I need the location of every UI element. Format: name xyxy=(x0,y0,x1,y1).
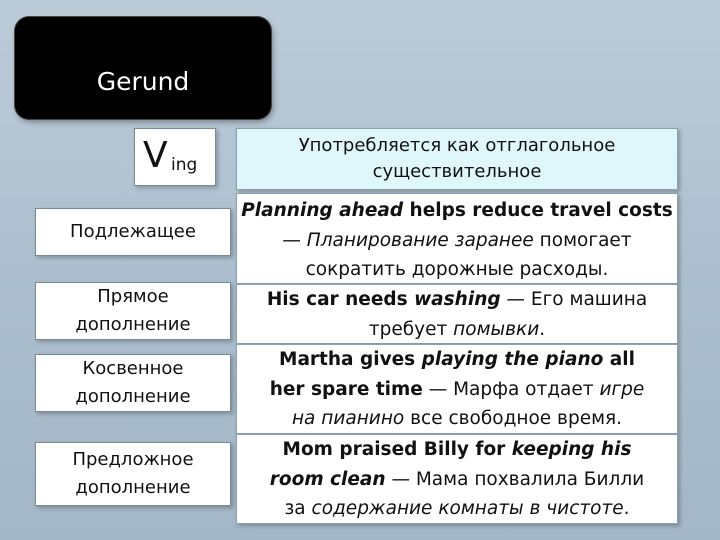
example-indirect-object xyxy=(236,344,678,434)
example-ru-text: Мама похвалила Билли за xyxy=(284,468,645,519)
function-direct-object xyxy=(35,282,231,340)
description-text: Употребляется как отглагольное существительное xyxy=(298,135,616,182)
function-prepositional-object xyxy=(35,442,231,506)
example-dash: — xyxy=(385,468,416,490)
example-ru-end: . xyxy=(623,498,630,519)
title-box xyxy=(15,17,271,119)
page-title: Gerund xyxy=(96,67,190,96)
example-dash: — xyxy=(282,229,307,251)
example-ru-end: все свободное время. xyxy=(404,408,623,429)
example-ru-italic: игре на пианино xyxy=(291,378,645,429)
example-en-end: all her spare time xyxy=(269,349,635,400)
example-dash: — xyxy=(500,289,531,310)
example-direct-object xyxy=(236,284,678,344)
example-ru-text: помогает сократить дорожные расходы. xyxy=(305,229,632,280)
function-label: Предложное дополнение xyxy=(72,449,194,498)
example-ru-end: . xyxy=(539,318,546,340)
example-ru-italic: Планирование заранее xyxy=(306,229,534,251)
example-prepositional-object xyxy=(236,434,678,524)
example-ru-text: Его машина требует xyxy=(368,289,648,340)
example-subject xyxy=(236,193,678,284)
example-ru-italic: помывки xyxy=(453,318,540,340)
ving-ing: ing xyxy=(171,155,198,175)
example-en-text: His car needs xyxy=(266,289,415,310)
ving-v: V xyxy=(143,135,168,176)
function-indirect-object xyxy=(35,354,231,412)
example-dash: — xyxy=(422,378,454,400)
example-en-italic: playing the piano xyxy=(421,349,604,370)
function-label: Подлежащее xyxy=(70,221,196,242)
example-ru-text: Марфа отдает xyxy=(453,378,600,400)
example-en-text: helps reduce travel costs xyxy=(403,200,673,221)
description-box xyxy=(236,128,678,190)
example-en-text: Mom praised Billy for xyxy=(282,439,512,460)
function-label: Косвенное дополнение xyxy=(75,358,191,407)
example-ru-italic: содержание комнаты в чистоте xyxy=(311,498,624,519)
example-en-text: Martha gives xyxy=(279,349,422,370)
function-subject xyxy=(35,208,231,256)
function-label: Прямое дополнение xyxy=(75,286,191,335)
example-en-italic: Planning ahead xyxy=(241,200,404,221)
example-en-italic: keeping his room clean xyxy=(269,439,632,490)
example-en-italic: washing xyxy=(414,289,501,310)
ving-box xyxy=(134,128,216,186)
